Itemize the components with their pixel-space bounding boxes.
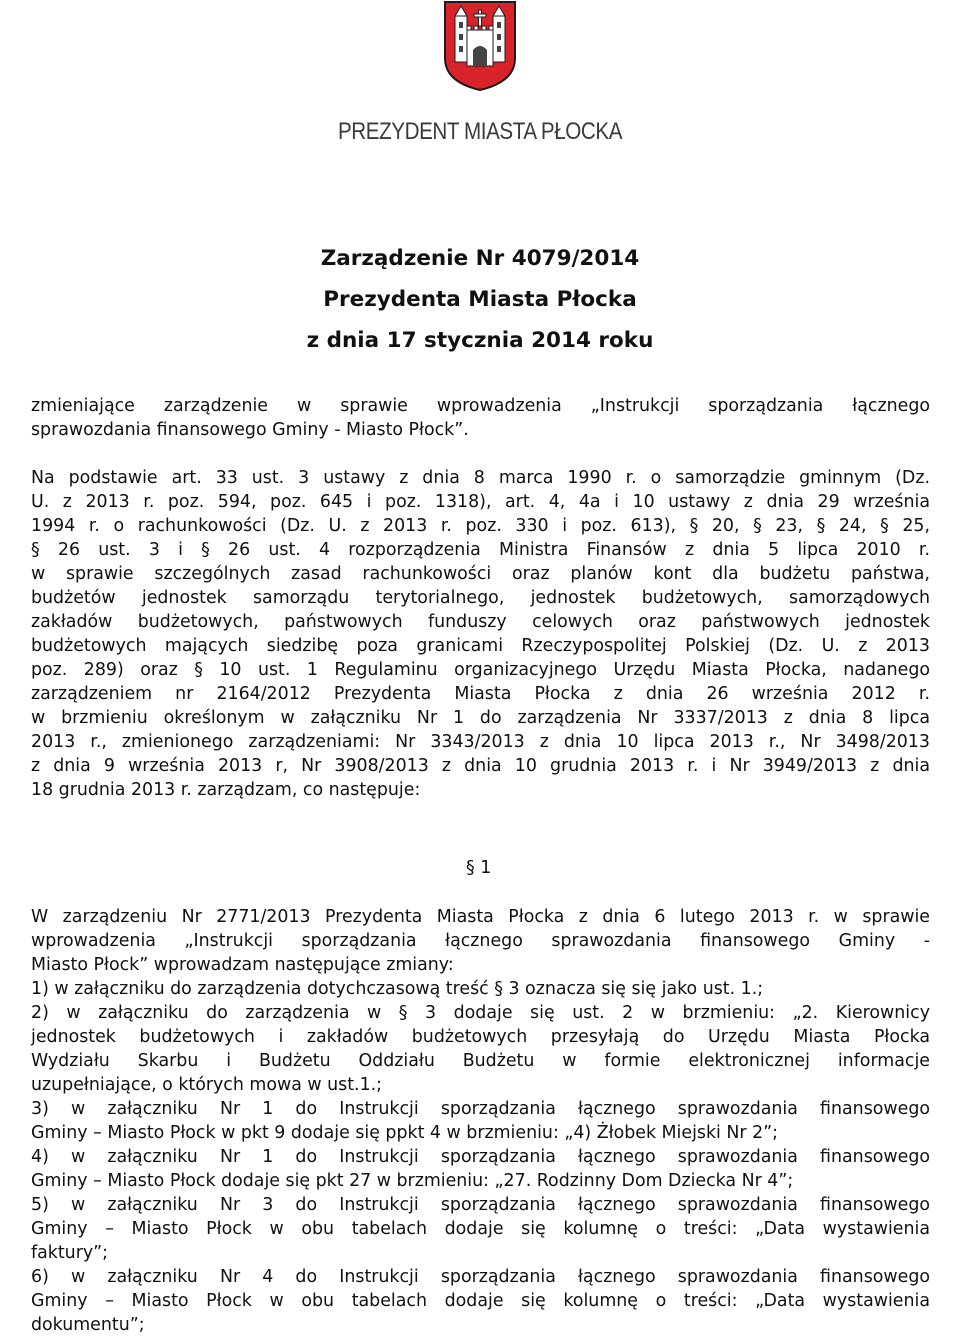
document-title <box>0 238 960 361</box>
provisions-line: 5) w załączniku Nr 3 do Instrukcji sporządzania łącznego sprawozdania finansowego <box>31 1195 930 1215</box>
basis-line: w brzmieniu określonym w załączniku Nr 1 do zarządzenia Nr 3337/2013 z dnia 8 lipca <box>31 708 930 728</box>
title-line-3: z dnia 17 stycznia 2014 roku <box>306 328 654 353</box>
provisions-line: 2) w załączniku do zarządzenia w § 3 dodaje się ust. 2 w brzmieniu: „2. Kierownicy <box>31 1003 930 1023</box>
basis-line: 18 grudnia 2013 r. zarządzam, co następuje: <box>31 780 421 800</box>
provisions-line: dokumentu”; <box>31 1315 145 1335</box>
basis-line: zakładów budżetowych, państwowych funduszy celowych oraz państwowych jednostek <box>31 612 930 632</box>
section-sign: § 1 <box>466 858 492 878</box>
provisions-line: 1) w załączniku do zarządzenia dotychczasową treść § 3 oznacza się się jako ust. 1.; <box>31 979 764 999</box>
basis-line: w sprawie szczególnych zasad rachunkowości oraz planów kont dla budżetu państwa, <box>31 564 930 584</box>
basis-line: § 26 ust. 3 i § 26 ust. 4 rozporządzenia Ministra Finansów z dnia 5 lipca 2010 r. <box>31 540 930 560</box>
legal-basis-paragraph <box>31 466 930 802</box>
provisions-line: Wydziału Skarbu i Budżetu Oddziału Budżetu w formie elektronicznej informacje <box>31 1051 930 1071</box>
provisions-line: wprowadzenia „Instrukcji sporządzania łącznego sprawozdania finansowego Gminy - <box>31 931 930 951</box>
basis-line: z dnia 9 września 2013 r, Nr 3908/2013 z dnia 10 grudnia 2013 r. i Nr 3949/2013 z dnia <box>31 756 930 776</box>
provisions-line: Miasto Płock” wprowadzam następujące zmiany: <box>31 955 454 975</box>
provisions-line: faktury”; <box>31 1243 109 1263</box>
provisions-list <box>31 905 930 1337</box>
provisions-line: jednostek budżetowych i zakładów budżetowych przesyłają do Urzędu Miasta Płocka <box>31 1027 930 1047</box>
basis-line: poz. 289) oraz § 10 ust. 1 Regulaminu organizacyjnego Urzędu Miasta Płocka, nadanego <box>31 660 930 680</box>
basis-line: zarządzeniem nr 2164/2012 Prezydenta Miasta Płocka z dnia 26 września 2012 r. <box>31 684 930 704</box>
basis-line: budżetów jednostek samorządu terytorialnego, jednostek budżetowych, samorządowych <box>31 588 930 608</box>
provisions-line: Gminy – Miasto Płock w pkt 9 dodaje się ppkt 4 w brzmieniu: „4) Żłobek Miejski Nr 2”; <box>31 1123 779 1143</box>
basis-line: Na podstawie art. 33 ust. 3 ustawy z dnia 8 marca 1990 r. o samorządzie gminnym (Dz. <box>31 468 930 488</box>
subject-line: zmieniające zarządzenie w sprawie wprowadzenia „Instrukcji sporządzania łącznego <box>31 396 930 416</box>
title-line-2: Prezydenta Miasta Płocka <box>323 287 637 312</box>
provisions-line: 4) w załączniku Nr 1 do Instrukcji sporządzania łącznego sprawozdania finansowego <box>31 1147 930 1167</box>
provisions-line: 6) w załączniku Nr 4 do Instrukcji sporządzania łącznego sprawozdania finansowego <box>31 1267 930 1287</box>
title-line-1: Zarządzenie Nr 4079/2014 <box>320 246 640 271</box>
basis-line: U. z 2013 r. poz. 594, poz. 645 i poz. 1318), art. 4, 4a i 10 ustawy z dnia 29 września <box>31 492 930 512</box>
basis-line: 1994 r. o rachunkowości (Dz. U. z 2013 r. poz. 330 i poz. 613), § 20, § 23, § 24, § 25, <box>31 516 930 536</box>
office-name: PREZYDENT MIASTA PŁOCKA <box>337 118 623 145</box>
city-crest-icon <box>443 0 517 92</box>
subject-paragraph <box>31 394 930 442</box>
provisions-line: Gminy – Miasto Płock dodaje się pkt 27 w brzmieniu: „27. Rodzinny Dom Dziecka Nr 4”; <box>31 1171 794 1191</box>
provisions-line: Gminy – Miasto Płock w obu tabelach dodaje się kolumnę o treści: „Data wystawienia <box>31 1219 930 1239</box>
basis-line: 2013 r., zmienionego zarządzeniami: Nr 3343/2013 z dnia 10 lipca 2013 r., Nr 3498/2013 <box>31 732 930 752</box>
provisions-line: W zarządzeniu Nr 2771/2013 Prezydenta Miasta Płocka z dnia 6 lutego 2013 r. w sprawie <box>31 907 930 927</box>
basis-line: budżetowych mających siedzibę poza granicami Rzeczypospolitej Polskiej (Dz. U. z 2013 <box>31 636 930 656</box>
provisions-line: 3) w załączniku Nr 1 do Instrukcji sporządzania łącznego sprawozdania finansowego <box>31 1099 930 1119</box>
provisions-line: Gminy – Miasto Płock w obu tabelach dodaje się kolumnę o treści: „Data wystawienia <box>31 1291 930 1311</box>
subject-line: sprawozdania finansowego Gminy - Miasto Płock”. <box>31 420 469 440</box>
provisions-line: uzupełniające, o których mowa w ust.1.; <box>31 1075 383 1095</box>
